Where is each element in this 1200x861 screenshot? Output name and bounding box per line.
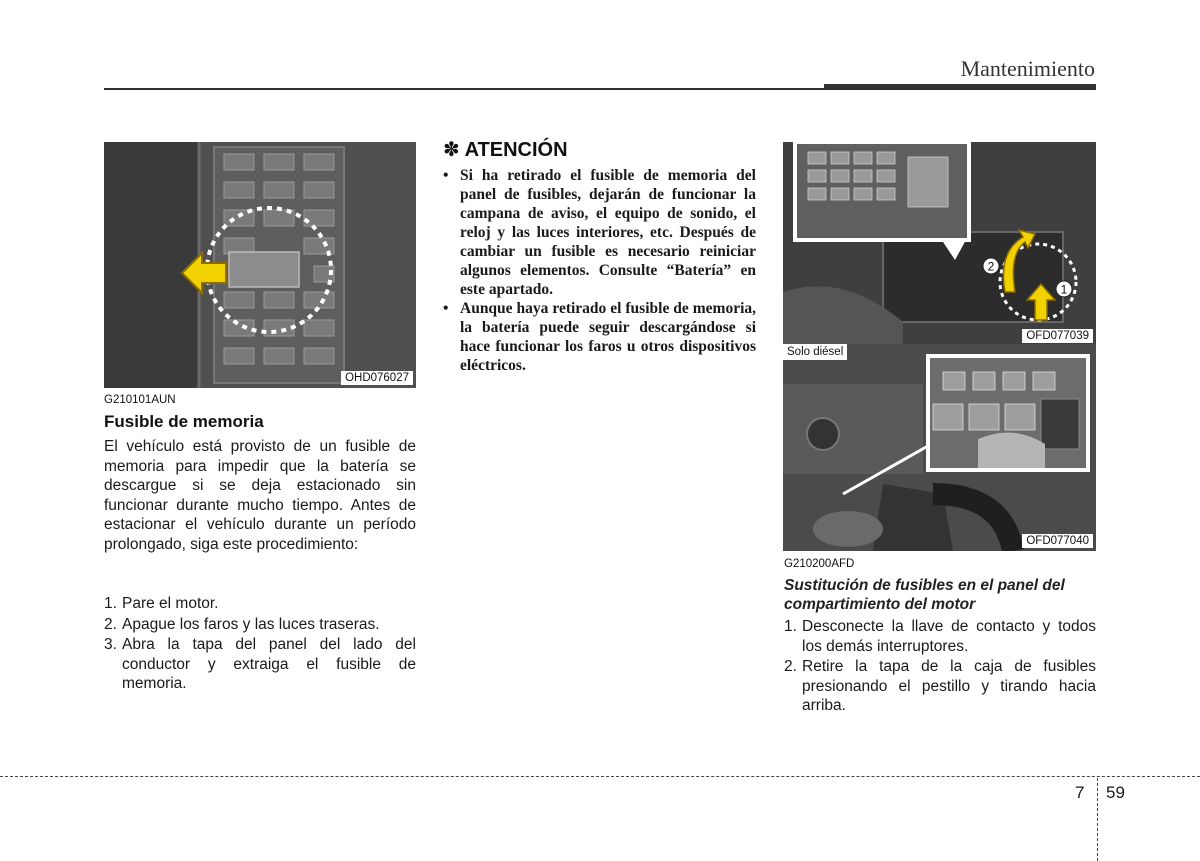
diesel-fuse-box-photo [783, 344, 1096, 551]
fuse-panel-photo [104, 142, 416, 388]
fuse-panel-illustration [104, 142, 416, 388]
footer-divider [1097, 778, 1098, 861]
photo-code: OFD077039 [1022, 329, 1093, 343]
bullet: • [443, 300, 449, 317]
page-number: 59 [1106, 783, 1125, 802]
step-text: Abra la tapa del panel del lado del conductor y extraiga el fusible de memoria. [122, 636, 416, 692]
photo-label-diesel-only: Solo diésel [783, 344, 847, 360]
section-code-right: G210200AFD [784, 558, 855, 570]
engine-fuse-box-illustration [783, 142, 1096, 346]
memory-fuse-description: El vehículo está provisto de un fusible de memoria para impedir que la batería se descargue si se deja estacionado sin funcionar durante mucho tiempo. Antes de estacionar el vehículo durante un período prolongado, siga este procedimiento: [104, 438, 416, 553]
header-rule-accent [824, 84, 1096, 90]
list-item [104, 615, 416, 635]
marker-number: 2 [987, 259, 995, 274]
list-item [104, 594, 416, 614]
warning-text: Si ha retirado el fusible de memoria del panel de fusibles, dejarán de funcionar la campana de aviso, el equipo de sonido, el reloj y las luces interiores, etc. Después de cambiar un fusible es necesario reiniciar algunos elementos. Consulte “Batería” en este apartado. [460, 167, 756, 298]
step-number: 2. [784, 658, 797, 675]
step-number: 2. [104, 615, 117, 633]
marker-number: 1 [1060, 282, 1068, 297]
warning-title: ✽ ATENCIÓN [443, 139, 568, 161]
engine-fuse-box-photo [783, 142, 1096, 346]
step-number: 3. [104, 636, 117, 653]
step-text: Pare el motor. [122, 595, 219, 612]
list-item [443, 299, 756, 375]
warning-text: Aunque haya retirado el fusible de memoria, la batería puede seguir descargándose si hace funcionar los faros u otros dispositivos eléctricos. [460, 300, 756, 374]
list-item [443, 166, 756, 299]
bullet: • [443, 167, 449, 184]
list-item [784, 617, 1096, 656]
step-text: Desconecte la llave de contacto y todos los demás interruptores. [802, 618, 1096, 655]
diesel-fuse-box-illustration [783, 344, 1096, 551]
engine-fuse-steps [784, 617, 1096, 717]
running-header-title: Mantenimiento [960, 56, 1095, 81]
list-item [784, 657, 1096, 716]
section-title-memory-fuse: Fusible de memoria [104, 412, 264, 431]
list-item [104, 635, 416, 694]
step-number: 1. [104, 595, 117, 612]
step-text: Retire la tapa de la caja de fusibles presionando el pestillo y tirando hacia arriba. [802, 658, 1096, 714]
memory-fuse-steps [104, 594, 416, 695]
photo-code: OFD077040 [1022, 534, 1093, 548]
warning-list [443, 166, 756, 375]
chapter-number: 7 [1075, 783, 1085, 802]
footer-rule [0, 776, 1200, 777]
section-code-left: G210101AUN [104, 394, 176, 406]
step-number: 1. [784, 618, 797, 635]
photo-code: OHD076027 [341, 371, 413, 385]
engine-fuse-subtitle: Sustitución de fusibles en el panel del compartimiento del motor [784, 577, 1065, 613]
step-text: Apague los faros y las luces traseras. [122, 615, 380, 633]
